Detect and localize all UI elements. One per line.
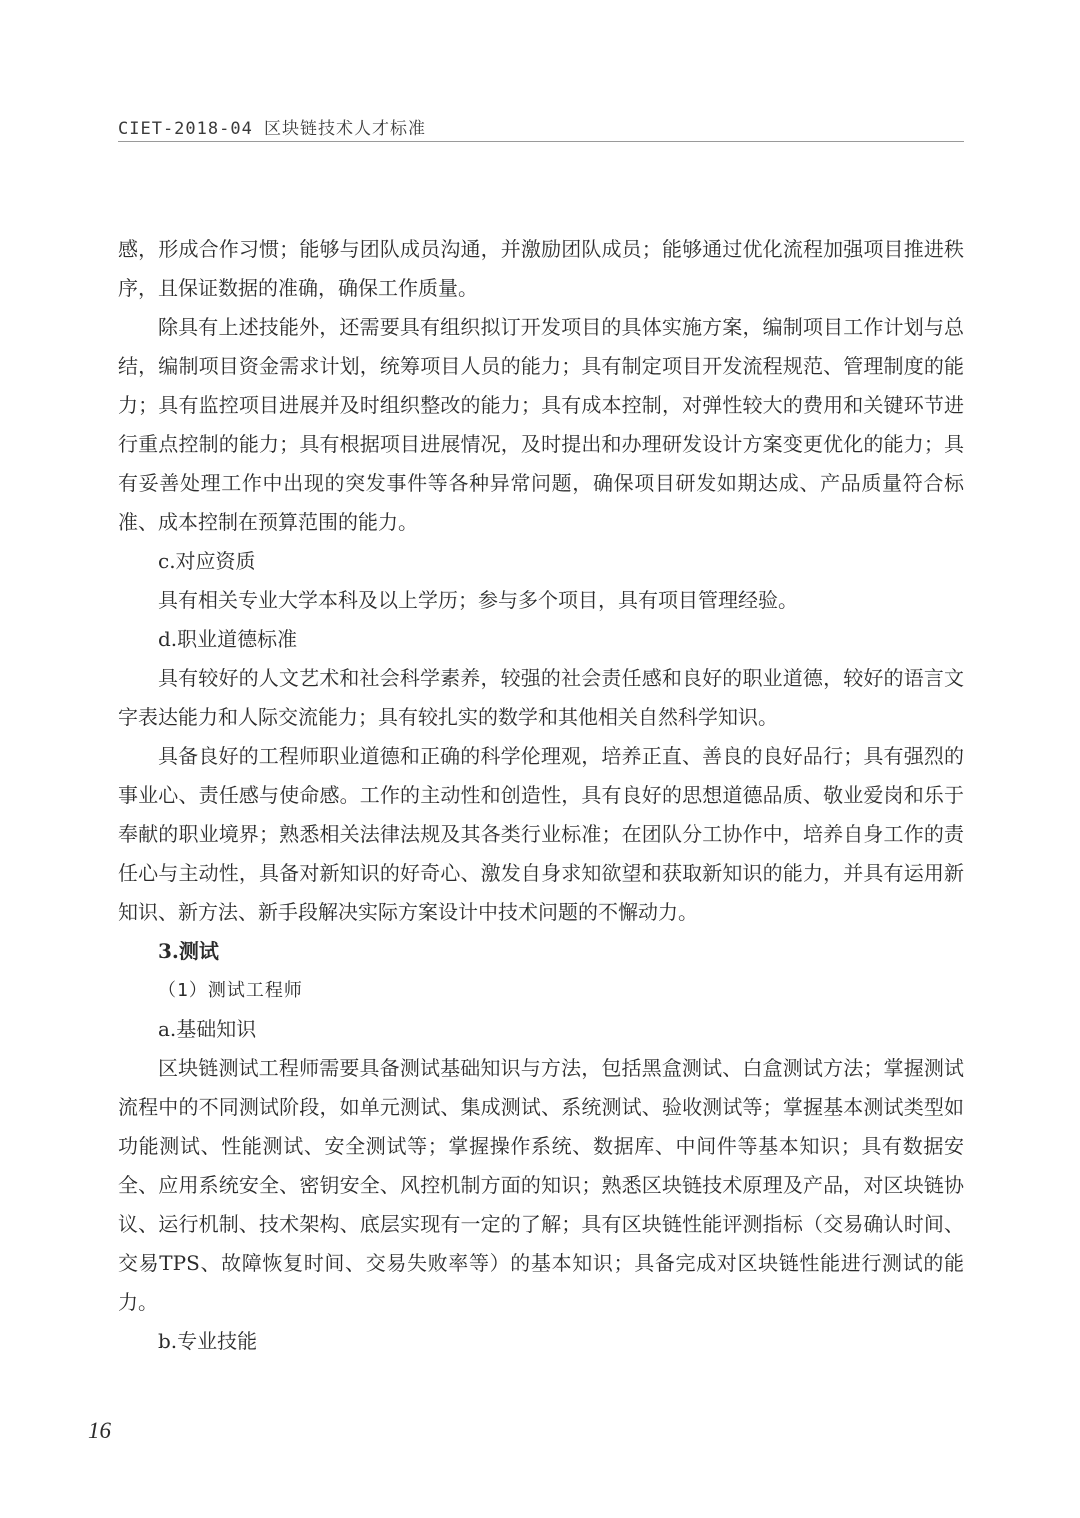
paragraph-continued: 感，形成合作习惯；能够与团队成员沟通，并激励团队成员；能够通过优化流程加强项目推进秩序，且保证数据的准确，确保工作质量。 xyxy=(118,237,964,300)
page-number: 16 xyxy=(88,1418,111,1443)
paragraph: 区块链测试工程师需要具备测试基础知识与方法，包括黑盒测试、白盒测试方法；掌握测试流程中的不同测试阶段，如单元测试、集成测试、系统测试、验收测试等；掌握基本测试类型如功能测试、性能测试、安全测试等；掌握操作系统、数据库、中间件等基本知识；具有数据安全、应用系统安全、密钥安全、风控机制方面的知识；熟悉区块链技术原理及产品，对区块链协议、运行机制、技术架构、底层实现有一定的了解；具有区块链性能评测指标（交易确认时间、交易TPS、故障恢复时间、交易失败率等）的基本知识；具备完成对区块链性能进行测试的能力。 xyxy=(118,1056,964,1314)
paragraph: 具有较好的人文艺术和社会科学素养，较强的社会责任感和良好的职业道德，较好的语言文字表达能力和人际交流能力；具有较扎实的数学和其他相关自然科学知识。 xyxy=(118,666,964,729)
document-body xyxy=(118,230,964,1361)
subheading-ethics: d.职业道德标准 xyxy=(158,627,298,651)
subheading-basic-knowledge: a.基础知识 xyxy=(158,1017,257,1041)
running-header: CIET-2018-04 区块链技术人才标准 xyxy=(118,119,427,139)
paragraph: 具备良好的工程师职业道德和正确的科学伦理观，培养正直、善良的良好品行；具有强烈的事业心、责任感与使命感。工作的主动性和创造性，具有良好的思想道德品质、敬业爱岗和乐于奉献的职业境界；熟悉相关法律法规及其各类行业标准；在团队分工协作中，培养自身工作的责任心与主动性，具备对新知识的好奇心、激发自身求知欲望和获取新知识的能力，并具有运用新知识、新方法、新手段解决实际方案设计中技术问题的不懈动力。 xyxy=(118,744,964,924)
section-heading-testing: 3.测试 xyxy=(158,939,219,963)
subheading-professional-skills: b.专业技能 xyxy=(158,1329,258,1353)
paragraph: 具有相关专业大学本科及以上学历；参与多个项目，具有项目管理经验。 xyxy=(158,588,798,612)
subheading-qualification: c.对应资质 xyxy=(158,549,256,573)
paragraph: 除具有上述技能外，还需要具有组织拟订开发项目的具体实施方案，编制项目工作计划与总结，编制项目资金需求计划，统筹项目人员的能力；具有制定项目开发流程规范、管理制度的能力；具有监控项目进展并及时组织整改的能力；具有成本控制，对弹性较大的费用和关键环节进行重点控制的能力；具有根据项目进展情况，及时提出和办理研发设计方案变更优化的能力；具有妥善处理工作中出现的突发事件等各种异常问题，确保项目研发如期达成、产品质量符合标准、成本控制在预算范围的能力。 xyxy=(118,315,964,534)
header-divider xyxy=(118,141,964,142)
subsection-heading-test-engineer: （1）测试工程师 xyxy=(158,980,303,1001)
